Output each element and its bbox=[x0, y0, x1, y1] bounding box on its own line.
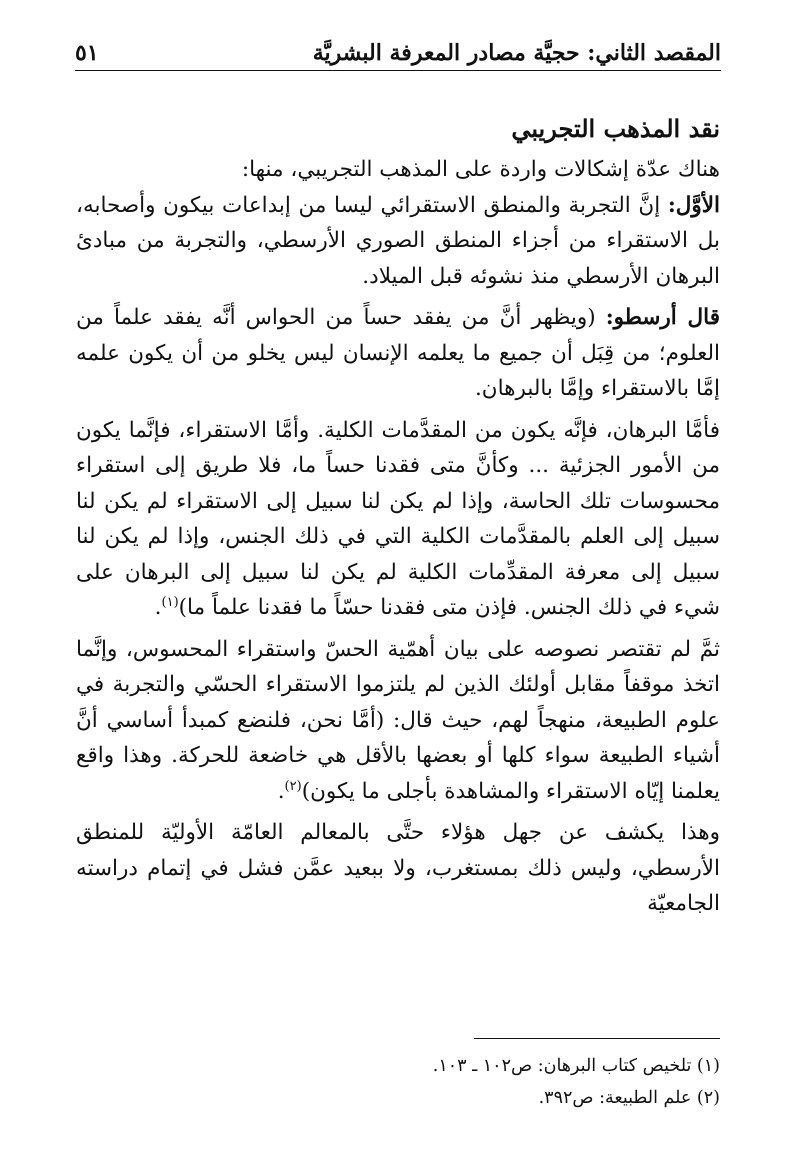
footnote-2: (٢) علم الطبيعة: ص٣٩٢. bbox=[538, 1088, 720, 1108]
chapter-title: المقصد الثاني: حجيَّة مصادر المعرفة البشريَّة bbox=[312, 40, 721, 66]
paragraph-lead: الأوَّل: bbox=[667, 192, 720, 218]
paragraph-lead: قال أرسطو: bbox=[605, 305, 720, 330]
section-heading: نقد المذهب التجريبي bbox=[511, 114, 720, 143]
running-header bbox=[75, 26, 721, 66]
paragraph-intro: هناك عدّة إشكالات واردة على المذهب التجريبي، منها: bbox=[241, 157, 720, 182]
footnote-ref-1[interactable]: (١) bbox=[161, 594, 179, 610]
paragraph-burhan: فأمَّا البرهان، فإنَّه يكون من المقدَّمات الكلية. وأمَّا الاستقراء، فإنَّما يكون من الأمور الجزئية ... وكأنَّ متى فقدنا حساً ما، فلا طريق إلى استقراء محسوسات تلك الحاسة، وإذا لم يكن لنا سبيل إلى الاستقراء لم يكن لنا سبيل إلى العلم بالمقدَّمات الكلية التي في ذلك الجنس، وإذا لم يكن لنا سبيل إلى معرفة المقدِّمات الكلية لم يكن لنا سبيل إلى البرهان على شيء في ذلك الجنس. فإذن متى فقدنا حسّاً ما فقدنا علماً ما)$^{(١)}$. bbox=[76, 417, 720, 620]
paragraph-nature: ثمَّ لم تقتصر نصوصه على بيان أهمّية الحسّ واستقراء المحسوس، وإنَّما اتخذ موقفاً مقابل أولئك الذين لم يلتزموا الاستقراء الحسّي والتجربة في علوم الطبيعة، منهجاً لهم، حيث قال: (أمَّا نحن، فلنضع كمبدأ أساسي أنَّ أشياء الطبيعة سواء كلها أو بعضها بالأقل هي خاضعة للحركة. وهذا واقع يعلمنا إيّاه الاستقراء والمشاهدة بأجلى ما يكون)$^{(٢)}$. bbox=[76, 636, 720, 804]
paragraph-first-point: الأوَّل: إنَّ التجربة والمنطق الاستقرائي ليسا من إبداعات بيكون وأصحابه، بل الاستقراء من أجزاء المنطق الصوري الأرسطي، والتجربة من مبادئ البرهان الأرسطي منذ نشوئه قبل الميلاد. bbox=[76, 192, 720, 289]
header-divider bbox=[75, 70, 721, 71]
page-body bbox=[76, 112, 720, 922]
paragraph-aristotle-quote: قال أرسطو: (ويظهر أنَّ من يفقد حساً من الحواس أنَّه يفقد علماً من العلوم؛ من قِبَل أن جميع ما يعلمه الإنسان ليس يخلو من أن يكون علمه إمَّا بالاستقراء وإمَّا بالبرهان. bbox=[76, 305, 720, 401]
footnote-divider bbox=[474, 1038, 720, 1039]
footnote-1: (١) تلخيص كتاب البرهان: ص١٠٢ ـ ١٠٣. bbox=[432, 1056, 720, 1076]
page-number: ٥١ bbox=[75, 40, 99, 66]
footnote-ref-2[interactable]: (٢) bbox=[284, 778, 302, 794]
paragraph-conclusion: وهذا يكشف عن جهل هؤلاء حتَّى بالمعالم العامّة الأوليّة للمنطق الأرسطي، وليس ذلك بمستغرب، ولا ببعيد عمَّن فشل في إتمام دراسته الجامعيّة bbox=[76, 820, 720, 916]
footnotes bbox=[76, 1050, 720, 1114]
